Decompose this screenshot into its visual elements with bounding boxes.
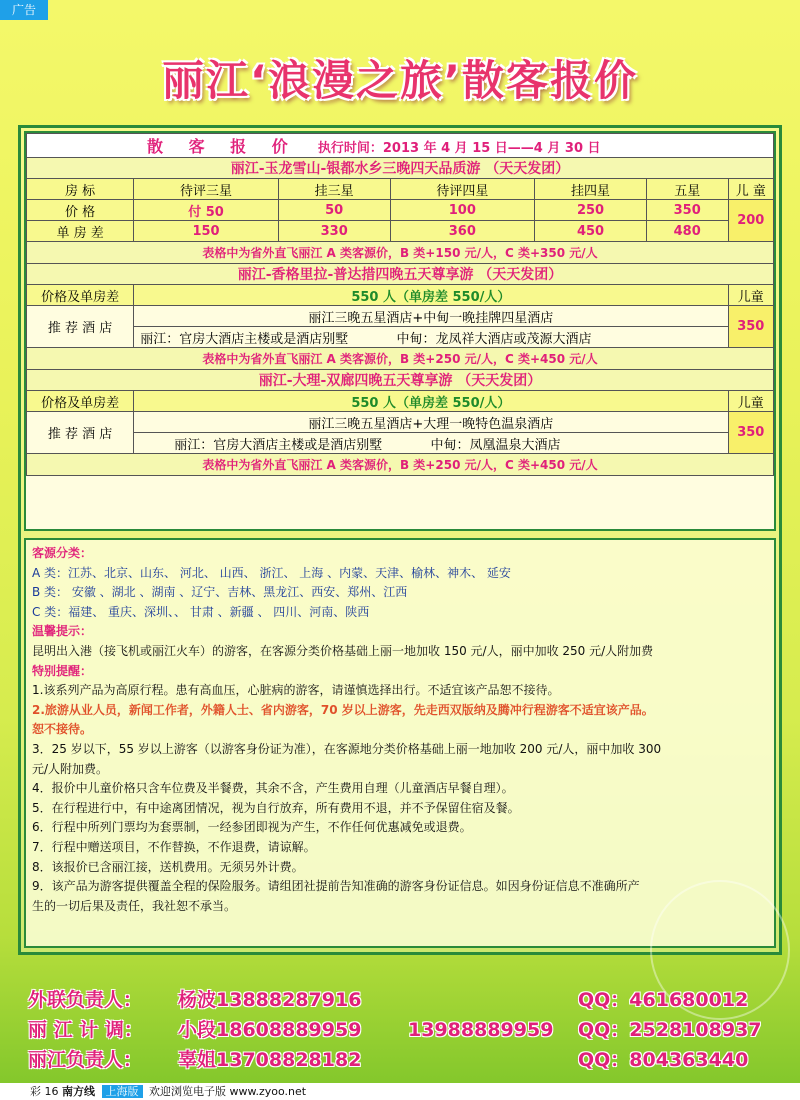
col-header: 挂四星 bbox=[535, 179, 647, 200]
footer-brand: 南方线 bbox=[62, 1085, 95, 1098]
row-label: 价格及单房差 bbox=[27, 391, 134, 412]
row-label: 单 房 差 bbox=[27, 221, 134, 242]
tour2-hotel-line2 bbox=[134, 327, 728, 348]
notice-item: 4．报价中儿童价格只含车位费及半餐费，其余不含，产生费用自理（儿童酒店早餐自理）。 bbox=[32, 781, 514, 796]
col-header: 五星 bbox=[646, 179, 728, 200]
diff-cell: 330 bbox=[278, 221, 390, 242]
tour2-price: 550 人（单房差 550/人） bbox=[134, 285, 728, 306]
col-header: 待评三星 bbox=[134, 179, 279, 200]
tour1-note: 表格中为省外直飞丽江 A 类客源价，B 类+150 元/人，C 类+350 元/人 bbox=[27, 242, 774, 264]
hotel-lijiang: 丽江：官房大酒店主楼或是酒店别墅 bbox=[174, 437, 383, 453]
diff-cell: 450 bbox=[535, 221, 647, 242]
row-label: 价 格 bbox=[27, 200, 134, 221]
source-title: 客源分类： bbox=[32, 546, 93, 560]
notice-item: 生的一切后果及责任，我社恕不承当。 bbox=[32, 898, 237, 913]
contact-name: 小段18608889959 bbox=[178, 1019, 362, 1041]
notice-item: 元/人附加费。 bbox=[32, 761, 109, 776]
contact-label: 外联负责人： bbox=[28, 989, 143, 1011]
child-price: 350 bbox=[728, 412, 773, 454]
price-cell: 350 bbox=[646, 200, 728, 221]
hotel-label: 推 荐 酒 店 bbox=[27, 412, 134, 454]
tour3-note: 表格中为省外直飞丽江 A 类客源价，B 类+250 元/人，C 类+450 元/人 bbox=[27, 454, 774, 476]
diff-cell: 480 bbox=[646, 221, 728, 242]
tour3-hotel-line2 bbox=[134, 433, 728, 454]
tip-text: 昆明出入港（接飞机或丽江火车）的游客，在客源分类价格基础上丽一地加收 150 元/人，丽中加收 250 元/人附加费 bbox=[32, 643, 654, 658]
contact-label: 丽江负责人： bbox=[28, 1049, 143, 1071]
notice-item: 恕不接待。 bbox=[32, 722, 93, 737]
notice-item: 8．该报价已含丽江接，送机费用。无须另外计费。 bbox=[32, 859, 304, 874]
col-header: 儿 童 bbox=[728, 179, 773, 200]
diff-cell: 150 bbox=[134, 221, 279, 242]
hotel-other: 中甸：凤凰温泉大酒店 bbox=[430, 437, 561, 453]
footer-link[interactable]: 欢迎浏览电子版 www.zyoo.net bbox=[149, 1085, 307, 1098]
tour3-price: 550 人（单房差 550/人） bbox=[134, 391, 728, 412]
notice-item: 9．该产品为游客提供覆盖全程的保险服务。请组团社提前告知准确的游客身份证信息。如因身份证信息不准确所产 bbox=[32, 879, 640, 894]
price-cell: 100 bbox=[390, 200, 535, 221]
col-header: 挂三星 bbox=[278, 179, 390, 200]
tour1-name: 丽江-玉龙雪山-银都水乡三晚四天品质游 （天天发团） bbox=[27, 158, 774, 179]
contact-row bbox=[28, 985, 748, 1013]
tour3-name: 丽江-大理-双廊四晚五天尊享游 （天天发团） bbox=[27, 370, 774, 391]
child-label: 儿童 bbox=[728, 391, 773, 412]
contact-qq: QQ：461680012 bbox=[578, 989, 749, 1011]
child-price: 350 bbox=[728, 306, 773, 348]
price-cell: 250 bbox=[535, 200, 647, 221]
page-number: 彩 16 bbox=[30, 1085, 59, 1098]
row-label: 价格及单房差 bbox=[27, 285, 134, 306]
header-label: 散 客 报 价 bbox=[147, 137, 298, 156]
tour2-name: 丽江-香格里拉-普达措四晚五天尊享游 （天天发团） bbox=[27, 264, 774, 285]
child-label: 儿童 bbox=[728, 285, 773, 306]
source-c: C 类：福建、 重庆、深圳、、 甘肃 、新疆 、 四川、河南、陕西 bbox=[32, 604, 370, 619]
contact-extra: 13988889959 bbox=[408, 1019, 554, 1041]
notice-item: 1.该系列产品为高原行程。患有高血压，心脏病的游客，请谨慎选择出行。不适宜该产品恕不接待。 bbox=[32, 683, 560, 698]
contact-label: 丽 江 计 调： bbox=[28, 1019, 143, 1041]
header-period: 执行时间：2013 年 4 月 15 日——4 月 30 日 bbox=[317, 141, 601, 156]
source-a: A 类：江苏、北京、山东、 河北、 山西、 浙江、 上海 、内蒙、天津、榆林、神木、 延安 bbox=[32, 565, 511, 580]
tour1-col-headers bbox=[27, 179, 774, 200]
hotel-label: 推 荐 酒 店 bbox=[27, 306, 134, 348]
info-panel bbox=[24, 538, 776, 948]
notice-item: 2.旅游从业人员，新闻工作者，外籍人士、省内游客，70 岁以上游客，先走西双版纳及腾冲行程游客不适宜该产品。 bbox=[32, 702, 654, 717]
diff-cell: 360 bbox=[390, 221, 535, 242]
tour2-hotel-line1: 丽江三晚五星酒店+中甸一晚挂牌四星酒店 bbox=[134, 306, 728, 327]
tour2-note: 表格中为省外直飞丽江 A 类客源价，B 类+250 元/人，C 类+450 元/人 bbox=[27, 348, 774, 370]
child-price: 200 bbox=[728, 200, 773, 242]
contact-name: 辜姐13708828182 bbox=[178, 1049, 362, 1071]
tour1-diff-row bbox=[27, 221, 774, 242]
contact-row bbox=[28, 1015, 762, 1043]
notice-item: 5．在行程进行中，有中途离团情况，视为自行放弃，所有费用不退，并不予保留住宿及餐。 bbox=[32, 800, 520, 815]
price-table bbox=[26, 133, 774, 476]
contact-name: 杨波13888287916 bbox=[178, 989, 362, 1011]
tour3-hotel-line1: 丽江三晚五星酒店+大理一晚特色温泉酒店 bbox=[134, 412, 728, 433]
tour1-price-row bbox=[27, 200, 774, 221]
col-header: 房 标 bbox=[27, 179, 134, 200]
notice-item: 3．25 岁以下，55 岁以上游客（以游客身份证为准），在客源地分类价格基础上丽一地加收 200 元/人，丽中加收 300 bbox=[32, 741, 662, 756]
table-header bbox=[27, 134, 774, 158]
tip-title: 温馨提示： bbox=[32, 624, 93, 639]
source-b: B 类： 安徽 、湖北 、湖南 、辽宁、吉林、黑龙江、西安、郑州、江西 bbox=[32, 585, 408, 600]
notice-item: 7．行程中赠送项目，不作替换，不作退费，请谅解。 bbox=[32, 839, 316, 854]
page-title: 丽江‘浪漫之旅’散客报价 bbox=[162, 56, 638, 105]
edition-tag: 上海版 bbox=[102, 1085, 143, 1098]
price-cell: 付 50 bbox=[134, 200, 279, 221]
price-cell: 50 bbox=[278, 200, 390, 221]
contact-qq: QQ：804363440 bbox=[578, 1049, 749, 1071]
price-table-container bbox=[24, 131, 776, 531]
contact-qq: QQ：2528108937 bbox=[578, 1019, 762, 1041]
hotel-other: 中甸：龙凤祥大酒店或茂源大酒店 bbox=[396, 331, 592, 347]
col-header: 待评四星 bbox=[390, 179, 535, 200]
special-title: 特别提醒： bbox=[32, 663, 93, 678]
ad-tag: 广告 bbox=[0, 0, 48, 20]
page-footer bbox=[0, 1083, 800, 1100]
hotel-lijiang: 丽江：官房大酒店主楼或是酒店别墅 bbox=[140, 331, 349, 347]
contact-row bbox=[28, 1045, 748, 1073]
notice-item: 6．行程中所列门票均为套票制，一经参团即视为产生，不作任何优惠减免或退费。 bbox=[32, 820, 472, 835]
